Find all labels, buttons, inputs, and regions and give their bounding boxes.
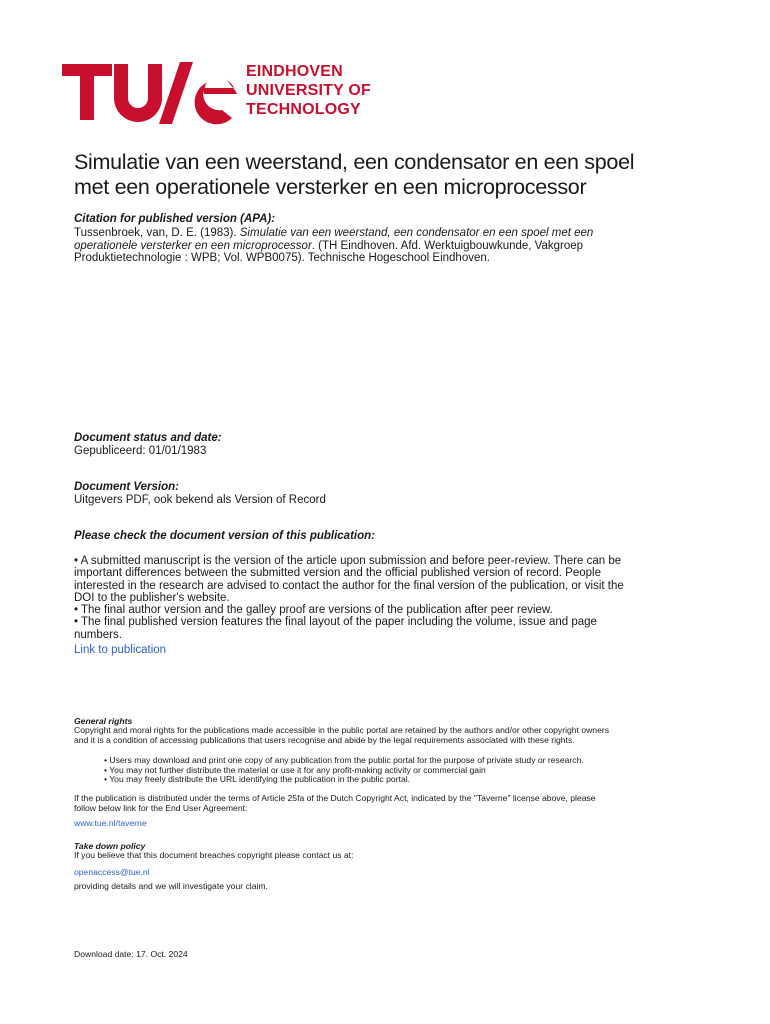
version-note-line: numbers. (74, 628, 122, 641)
version-notes (74, 555, 694, 641)
citation-title-2: operationele versterker en een microprocessor (74, 239, 312, 252)
version-note-line: DOI to the publisher's website. (74, 591, 230, 604)
rights-list (104, 756, 724, 785)
tue-logo (62, 60, 392, 126)
rights-label: General rights (74, 716, 133, 726)
version-section (74, 481, 674, 507)
citation-section (74, 213, 694, 265)
version-note-line: • The final author version and the galley proof are versions of the publication after peer review. (74, 604, 553, 617)
taverne-line-2: follow below link for the End User Agreement: (74, 802, 248, 813)
download-date: Download date: 17. Oct. 2024 (74, 949, 188, 959)
title-line-1: Simulatie van een weerstand, een condensator en een spoel (74, 150, 635, 174)
check-label: Please check the document version of this publication: (74, 530, 375, 542)
check-version-heading (74, 530, 694, 543)
takedown-after: providing details and we will investigate your claim. (74, 881, 268, 891)
publication-link[interactable]: Link to publication (74, 644, 167, 656)
taverne-link[interactable]: www.tue.nl/taverne (74, 818, 147, 828)
citation-label: Citation for published version (APA): (74, 213, 276, 225)
logo-line-1: EINDHOVEN (246, 63, 343, 80)
email-link[interactable]: openaccess@tue.nl (74, 867, 150, 877)
version-note-line: • A submitted manuscript is the version of the article upon submission and before peer-review. There can be (74, 555, 622, 567)
version-note-line: important differences between the submitted version and the official published version of record. People (74, 567, 601, 580)
version-value: Uitgevers PDF, ook bekend als Version of Record (74, 494, 326, 506)
citation-series: Produktietechnologie : WPB; Vol. WPB0075). Technische Hogeschool Eindhoven. (74, 252, 490, 264)
document-title (74, 150, 714, 200)
citation-publisher: . (TH Eindhoven. Afd. Werktuigbouwkunde, Vakgroep (311, 239, 584, 252)
version-note-line: • The final published version features the final layout of the paper including the volume, issue and page (74, 616, 597, 629)
citation-authors: Tussenbroek, van, D. E. (1983). (74, 227, 240, 239)
tue-logo-mark (62, 60, 242, 126)
citation-text (74, 227, 694, 265)
takedown-label: Take down policy (74, 841, 146, 851)
takedown-section (74, 841, 724, 861)
version-label: Document Version: (74, 481, 180, 493)
status-label: Document status and date: (74, 432, 222, 444)
university-name (246, 62, 371, 119)
rights-text-2: and it is a condition of accessing publications that users recognise and abide by the legal requirements associated with these rights. (74, 734, 575, 745)
taverne-note (74, 794, 724, 814)
logo-line-3: TECHNOLOGY (246, 101, 361, 118)
rights-text-1: Copyright and moral rights for the publications made accessible in the public portal are retained by the authors and/or other copyright owners (74, 725, 610, 735)
status-value: Gepubliceerd: 01/01/1983 (74, 445, 207, 457)
rights-item: • Users may download and print one copy of any publication from the public portal for the purpose of private study or research. (104, 755, 584, 765)
citation-title-1: Simulatie van een weerstand, een condensator en een spoel met een (239, 227, 594, 239)
rights-item: • You may freely distribute the URL identifying the publication in the public portal. (104, 774, 411, 785)
takedown-text: If you believe that this document breaches copyright please contact us at: (74, 850, 354, 860)
taverne-line-1: If the publication is distributed under the terms of Article 25fa of the Dutch Copyright Act, indicated by the "Taverne" license above, please (74, 793, 596, 803)
status-section (74, 432, 674, 458)
general-rights-section (74, 716, 724, 746)
rights-item: • You may not further distribute the material or use it for any profit-making activity or commercial gain (104, 764, 486, 775)
title-line-2: met een operationele versterker en een microprocessor (74, 175, 587, 199)
logo-line-2: UNIVERSITY OF (246, 82, 371, 99)
version-note-line: interested in the research are advised to contact the author for the final version of the publication, or visit the (74, 579, 624, 592)
